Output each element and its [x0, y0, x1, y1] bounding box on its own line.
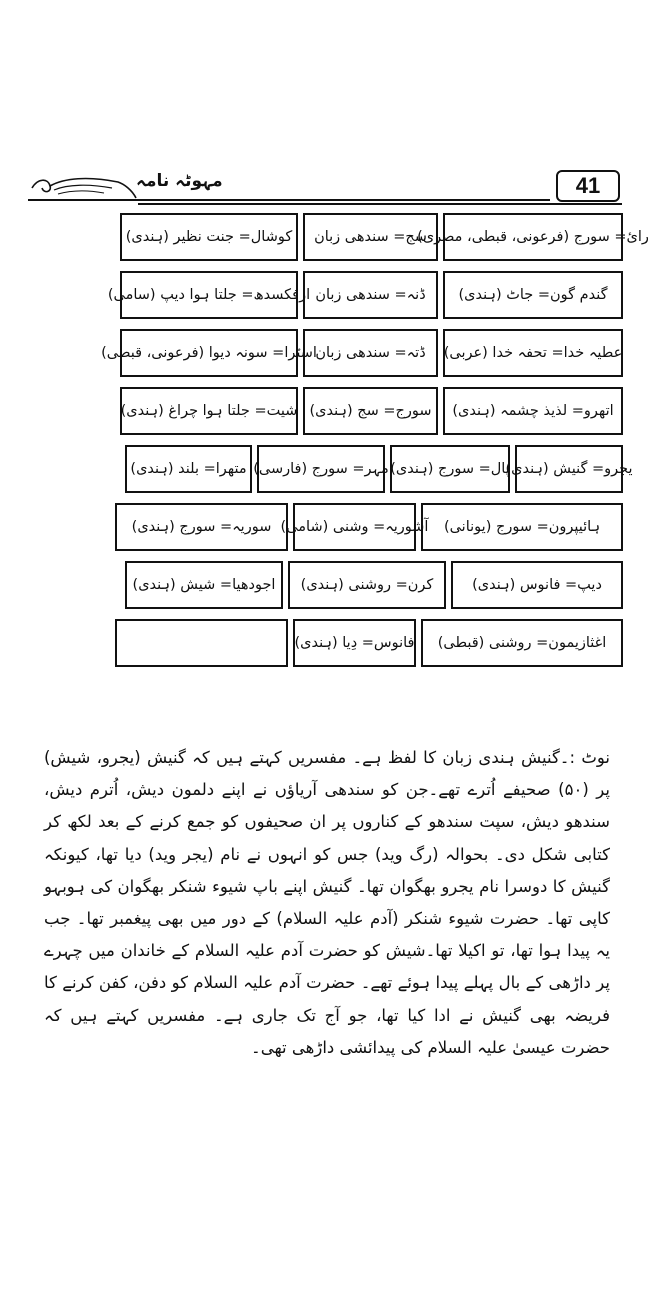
grid-row	[43, 213, 649, 261]
glossary-cell: سورج= سج (ہندی)	[303, 387, 438, 435]
glossary-cell: کوشال= جنت نظیر (ہندی)	[120, 213, 298, 261]
glossary-cell: اسٹرا= سونہ دیوا (فرعونی، قبطی)	[120, 329, 298, 377]
glossary-cell: پال= سورج (ہندی)	[390, 445, 510, 493]
glossary-cell: عطیہ خدا= تحفہ خدا (عربی)	[443, 329, 623, 377]
page-number: 41	[556, 170, 620, 202]
glossary-cell: سج= سندھی زبان	[303, 213, 438, 261]
glossary-cell: رائ= سورج (فرعونی، قبطی، مصری)	[443, 213, 623, 261]
book-title: مہوٹہ نامہ	[136, 171, 223, 191]
header-rule	[138, 203, 622, 205]
grid-row	[43, 271, 623, 319]
glossary-cell: کرن= روشنی (ہندی)	[288, 561, 446, 609]
grid-row	[43, 619, 623, 667]
floral-ornament-icon	[28, 174, 138, 200]
glossary-cell: اتھرو= لذیذ چشمہ (ہندی)	[443, 387, 623, 435]
title-underline	[28, 199, 550, 201]
glossary-cell: ڈنہ= سندھی زبان	[303, 271, 438, 319]
glossary-cell: آشوریہ= وشنی (شامی)	[293, 503, 416, 551]
glossary-cell: یجرو= گنیش (ہندی)	[515, 445, 623, 493]
glossary-cell: گندم گون= جاٹ (ہندی)	[443, 271, 623, 319]
glossary-cell: اغثازیمون= روشنی (قبطی)	[421, 619, 623, 667]
glossary-cell: فانوس= دِیا (ہندی)	[293, 619, 416, 667]
grid-row	[43, 329, 623, 377]
grid-row	[43, 503, 623, 551]
glossary-cell: ارفکسدھ= جلتا ہوا دیپ (سامی)	[120, 271, 298, 319]
glossary-cell: ڈتہ= سندھی زبان	[303, 329, 438, 377]
grid-row	[43, 387, 623, 435]
glossary-cell: اجودھیا= شیش (ہندی)	[125, 561, 283, 609]
grid-row	[43, 445, 633, 493]
glossary-grid	[43, 213, 649, 677]
page-header	[28, 168, 622, 204]
glossary-cell: شیت= جلتا ہوا چراغ (ہندی)	[120, 387, 298, 435]
glossary-cell: ہائیپرون= سورج (یونانی)	[421, 503, 623, 551]
glossary-cell: سوریہ= سورج (ہندی)	[115, 503, 288, 551]
glossary-cell: متھرا= بلند (ہندی)	[125, 445, 252, 493]
glossary-cell: مہر= سورج (فارسی)	[257, 445, 385, 493]
grid-row	[43, 561, 623, 609]
glossary-cell: دیپ= فانوس (ہندی)	[451, 561, 623, 609]
note-paragraph: نوٹ :۔گنیش ہندی زبان کا لفظ ہے۔ مفسریں کہتے ہیں کہ گنیش (یجرو، شیش) پر (۵۰) صحیفے اُترے تھے۔جن کو سندھی آریاؤں نے اپنے دلمون دیش، اُترم دیش، سندھو دیش، سپت سندھو کے کناروں پر ان صحیفوں کو جمع کرنے کے بعد لکھ کر کتابی شکل دی۔ بحوالہ (رگ وید) جس کو انہوں نے نام (یجر وید) دیا تھا، کیونکہ گنیش کا دوسرا نام یجرو بھگوان تھا۔ گنیش اپنے باپ شیوء شنکر بھگوان کی ہوبہو کاپی تھا۔ حضرت شیوء شنکر (آدم علیہ السلام) کے دور میں بھی پیغمبر تھا۔ جب یہ پیدا ہوا تھا، تو اکیلا تھا۔شیش کو حضرت آدم علیہ السلام کے خاندان میں چہرے پر داڑھی کے بال پہلے پیدا ہوئے تھے۔ حضرت آدم علیہ السلام کو دفن، کفن کرنے کا فریضہ بھی گنیش نے ادا کیا تھا، جو آج تک جاری ہے۔ مفسریں کہتے ہیں کہ حضرت عیسیٰ علیہ السلام کی پیدائشی داڑھی تھی۔	[44, 748, 610, 1057]
empty-cell	[115, 619, 288, 667]
